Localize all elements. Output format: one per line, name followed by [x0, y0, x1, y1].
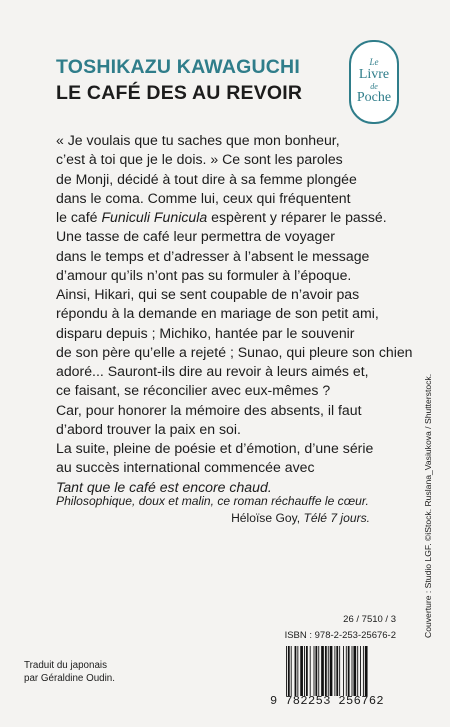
review-attribution: [56, 511, 370, 525]
logo-line-1: Le: [369, 57, 379, 68]
blurb-line: d’abord trouver la paix en soi.: [56, 420, 241, 437]
blurb-line: disparu depuis ; Michiko, hantée par le souvenir: [56, 324, 355, 341]
blurb-line: ce faisant, se réconcilier avec eux-mêmes ?: [56, 382, 331, 399]
blurb-line: Car, pour honorer la mémoire des absents, il faut: [56, 401, 362, 418]
barcode-image: [286, 646, 392, 696]
blurb-line: [56, 208, 386, 227]
blurb-line: Ainsi, Hikari, qui se sent coupable de n’avoir pas: [56, 286, 360, 302]
reviewer-name: Héloïse Goy,: [231, 511, 304, 525]
back-cover-blurb: [56, 131, 413, 497]
publisher-logo: [349, 40, 399, 124]
blurb-text: espèrent y réparer le passé.: [207, 209, 387, 225]
blurb-line: Une tasse de café leur permettra de voyager: [56, 228, 335, 245]
blurb-line: adoré... Sauront-ils dire au revoir à leurs aimés et,: [56, 363, 369, 379]
blurb-line: « Je voulais que tu saches que mon bonheur,: [56, 132, 340, 148]
translator-credit: [24, 659, 115, 685]
blurb-line: au succès international commencée avec: [56, 459, 315, 476]
cover-credits: Couverture : Studio LGF. ©iStock. Ruslana_Vasiukova / Shutterstock.: [423, 373, 433, 638]
review-quote: Philosophique, doux et malin, ce roman réchauffe le cœur.: [56, 494, 369, 508]
blurb-line: d’amour qu’ils n’ont pas su formuler à l’époque.: [56, 266, 352, 283]
blurb-line: La suite, pleine de poésie et d’émotion, d’une série: [56, 440, 374, 456]
isbn-number: ISBN : 978-2-253-25676-2: [284, 630, 396, 641]
previous-title: Tant que le café est encore chaud.: [56, 478, 272, 495]
catalog-reference: 26 / 7510 / 3: [343, 614, 396, 625]
review-outlet: Télé 7 jours.: [303, 511, 370, 525]
blurb-line: de son père qu’elle a rejeté ; Sunao, qui pleure son chien: [56, 343, 413, 360]
blurb-line: c’est à toi que je le dois. » Ce sont les paroles: [56, 151, 343, 168]
blurb-line: dans le coma. Comme lui, ceux qui fréquentent: [56, 189, 351, 206]
translator-line: Traduit du japonais: [24, 660, 107, 671]
logo-line-4: Poche: [356, 89, 392, 105]
barcode-digits: 9 782253 256762: [270, 694, 385, 708]
blurb-line: de Monji, décidé à tout dire à sa femme plongée: [56, 170, 357, 187]
blurb-line: dans le temps et d’adresser à l’absent le message: [56, 247, 370, 264]
logo-line-3: de: [370, 81, 378, 91]
logo-line-2: Livre: [358, 66, 390, 82]
author-name: TOSHIKAZU KAWAGUCHI: [56, 56, 300, 78]
book-title: LE CAFÉ DES AU REVOIR: [56, 82, 303, 104]
blurb-text: le café: [56, 209, 102, 225]
cafe-name: Funiculi Funicula: [101, 209, 208, 225]
translator-line: par Géraldine Oudin.: [24, 673, 115, 684]
blurb-line: répondu à la demande en mariage de son petit ami,: [56, 305, 379, 322]
